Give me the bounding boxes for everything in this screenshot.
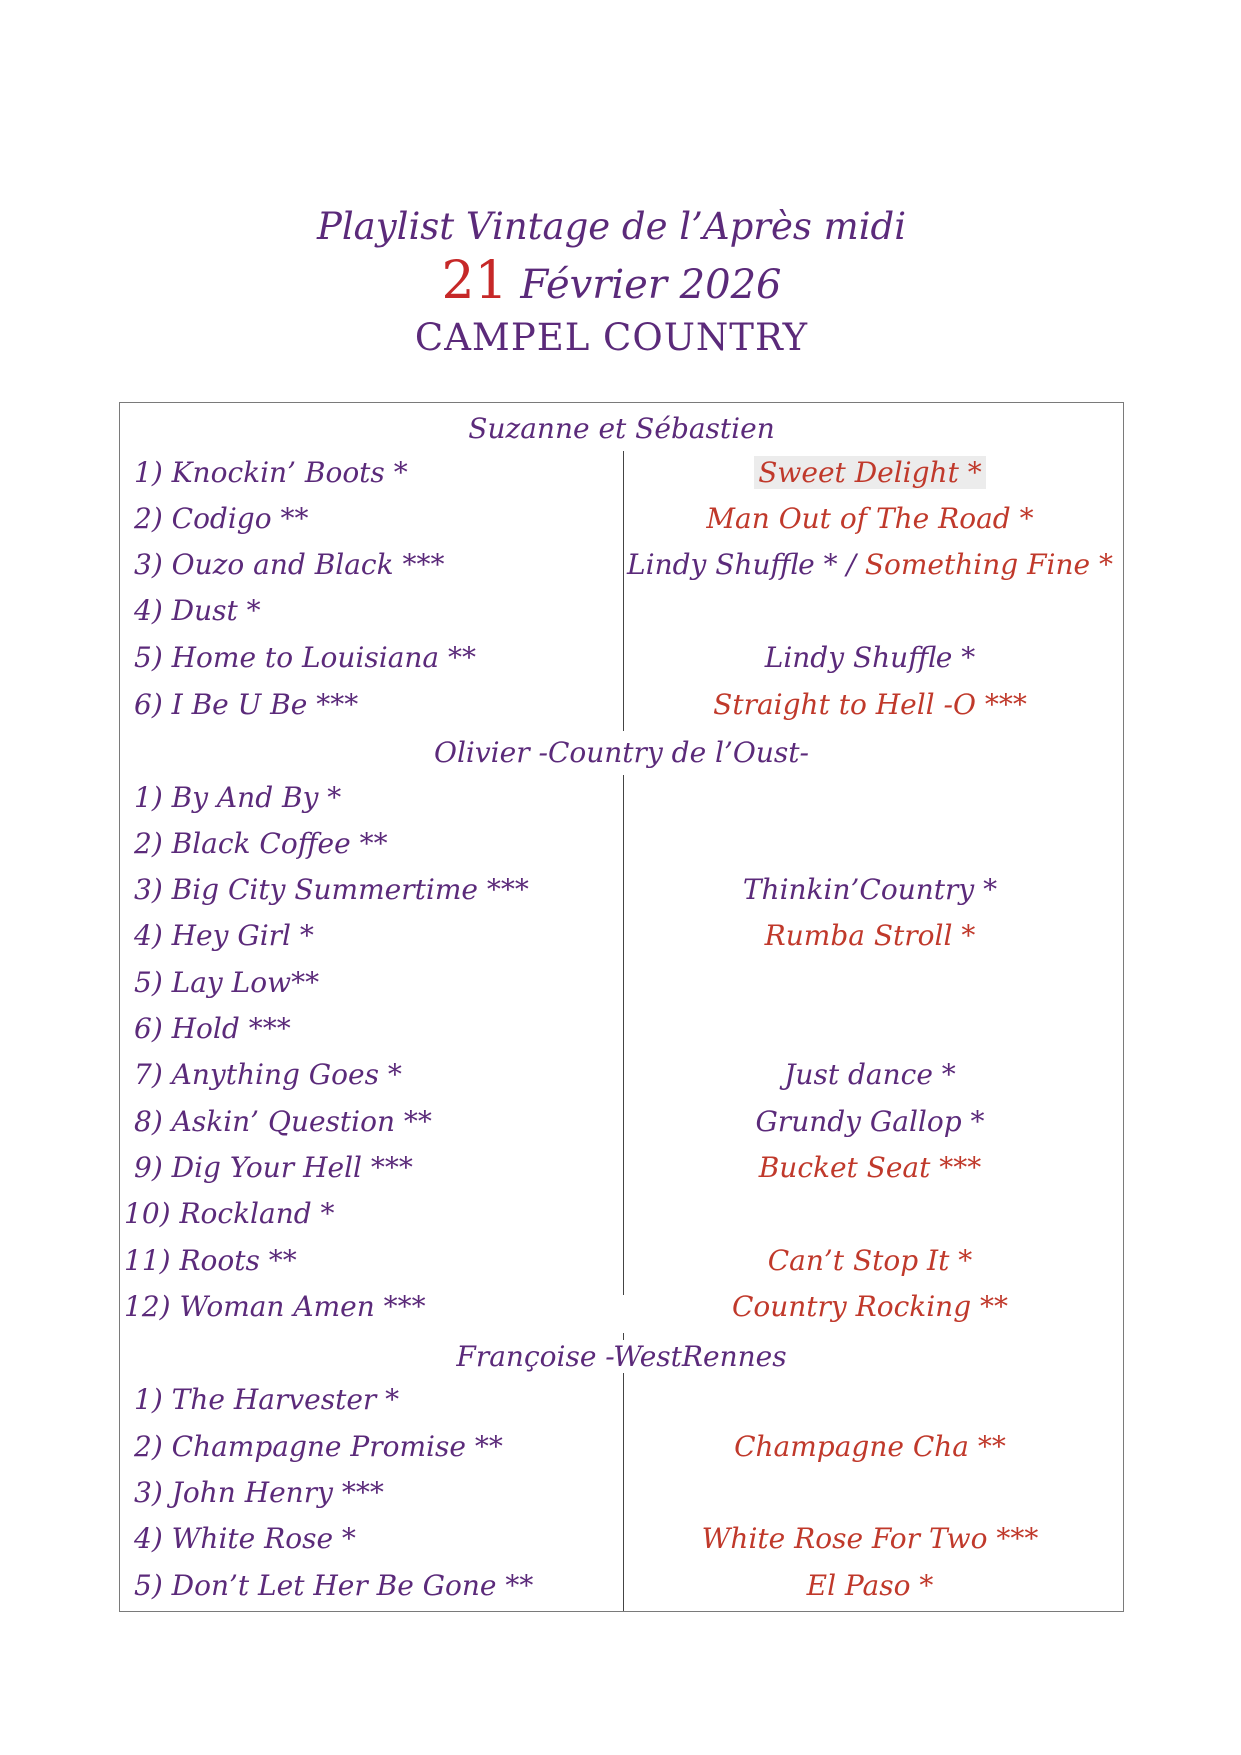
- list-item: 2) Codigo **: [134, 502, 309, 535]
- alt-dance-item: Just dance *: [784, 1058, 956, 1091]
- alt-dance-item: Thinkin’Country *: [742, 873, 998, 906]
- list-item: 1) The Harvester *: [134, 1383, 400, 1416]
- list-item: 11) Roots **: [124, 1244, 297, 1277]
- alt-dance-item: Lindy Shuffle *: [764, 641, 976, 674]
- alt-dance-item: Straight to Hell -O ***: [713, 688, 1027, 721]
- list-item: 4) White Rose *: [134, 1522, 356, 1555]
- list-item: 2) Black Coffee **: [134, 827, 388, 860]
- list-item: 9) Dig Your Hell ***: [134, 1151, 413, 1184]
- date-day: 21: [441, 251, 508, 311]
- page-title: Playlist Vintage de l’Après midi: [316, 205, 907, 248]
- list-item: 8) Askin’ Question **: [134, 1105, 432, 1138]
- list-item: 2) Champagne Promise **: [134, 1430, 503, 1463]
- list-item: 5) Lay Low**: [134, 966, 320, 999]
- list-item: 3) Ouzo and Black ***: [134, 548, 445, 581]
- list-item: 6) Hold ***: [134, 1012, 291, 1045]
- alt-dance-part: Lindy Shuffle * /: [627, 548, 865, 581]
- column-divider: [623, 775, 624, 1295]
- section-title-suzanne-sebastien: Suzanne et Sébastien: [120, 409, 1123, 449]
- list-item: 12) Woman Amen ***: [124, 1290, 426, 1323]
- column-divider: [623, 451, 624, 731]
- list-item: 4) Hey Girl *: [134, 919, 314, 952]
- section-title-text: Françoise -WestRennes: [450, 1340, 792, 1373]
- alt-dance-item: Champagne Cha **: [734, 1430, 1006, 1463]
- list-item: 3) Big City Summertime ***: [134, 873, 529, 906]
- section-title-francoise: [120, 1337, 1123, 1377]
- highlighted-dance: Sweet Delight *: [754, 456, 985, 489]
- playlist-table: [119, 402, 1124, 1612]
- list-item: 7) Anything Goes *: [134, 1058, 402, 1091]
- alt-dance-item: [625, 453, 1115, 493]
- page-header: [0, 204, 1241, 362]
- alt-dance-item: Rumba Stroll *: [764, 919, 976, 952]
- list-item: 3) John Henry ***: [134, 1476, 384, 1509]
- list-item: 10) Rockland *: [124, 1197, 335, 1230]
- list-item: 4) Dust *: [134, 594, 261, 627]
- alt-dance-part: Something Fine *: [864, 548, 1113, 581]
- list-item: 5) Don’t Let Her Be Gone **: [134, 1569, 534, 1602]
- list-item: 5) Home to Louisiana **: [134, 641, 477, 674]
- alt-dance-item: [625, 545, 1115, 585]
- list-item: 1) By And By *: [134, 781, 342, 814]
- alt-dance-item: White Rose For Two ***: [701, 1522, 1039, 1555]
- section-title-olivier: Olivier -Country de l’Oust-: [120, 733, 1123, 773]
- date-month-year: Février 2026: [520, 262, 782, 308]
- club-name: CAMPEL COUNTRY: [414, 316, 809, 359]
- alt-dance-item: Man Out of The Road *: [706, 502, 1034, 535]
- event-date: [0, 251, 1241, 312]
- alt-dance-item: Can’t Stop It *: [767, 1244, 973, 1277]
- alt-dance-item: Bucket Seat ***: [758, 1151, 982, 1184]
- list-item: 1) Knockin’ Boots *: [134, 456, 408, 489]
- alt-dance-item: El Paso *: [806, 1569, 934, 1602]
- list-item: 6) I Be U Be ***: [134, 688, 359, 721]
- alt-dance-item: Grundy Gallop *: [755, 1105, 985, 1138]
- alt-dance-item: Country Rocking **: [731, 1290, 1009, 1323]
